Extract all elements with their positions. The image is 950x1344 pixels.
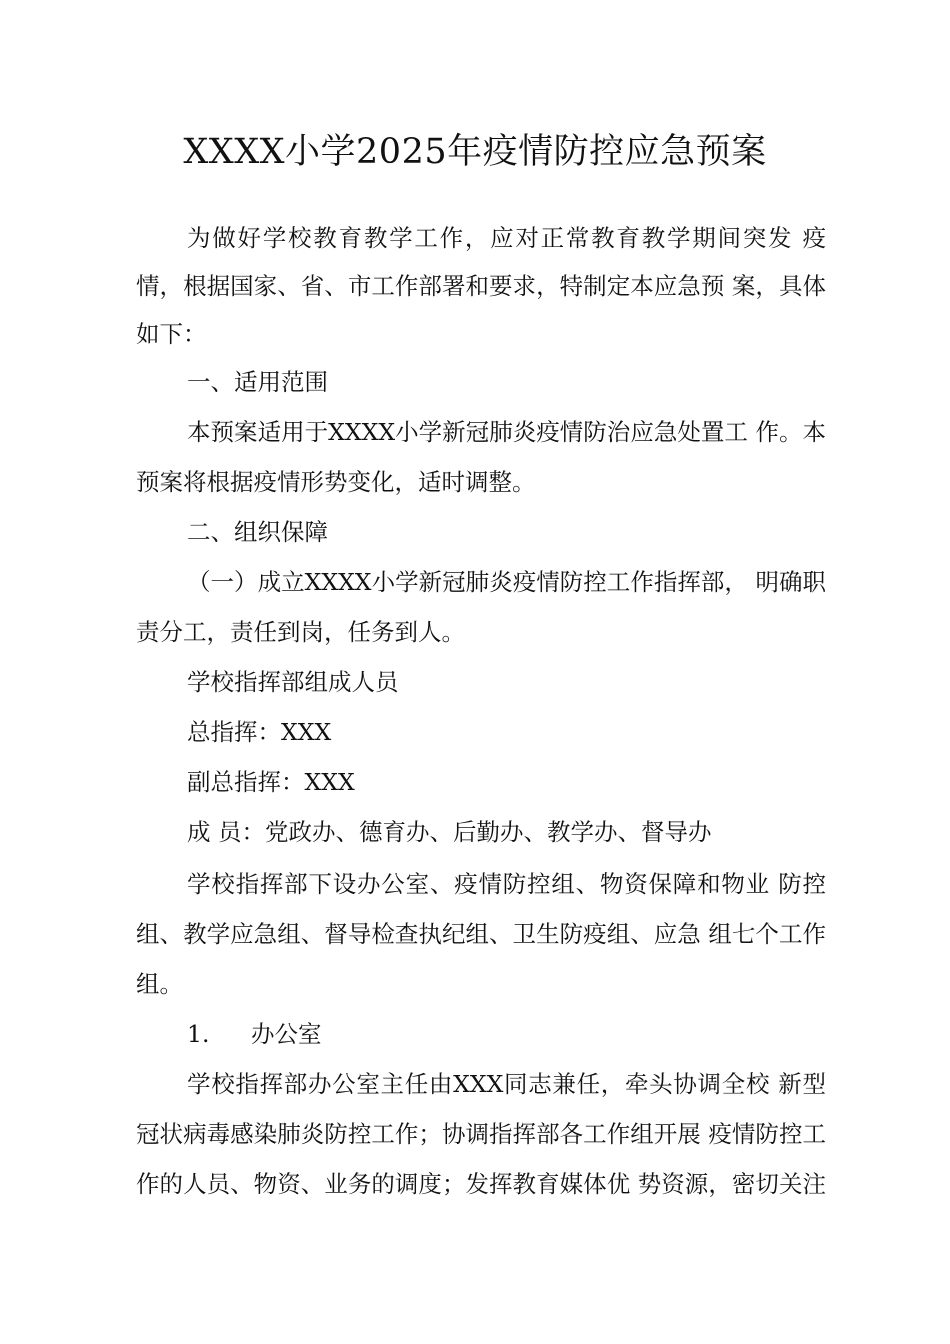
- paragraph-line: 责分工，责任到岗，任务到人。: [136, 618, 465, 646]
- paragraph-line: 学校指挥部组成人员: [187, 668, 399, 696]
- section-heading: 一、适用范围: [187, 368, 328, 396]
- numbered-heading: [187, 1010, 322, 1058]
- item-label: 办公室: [251, 1020, 322, 1048]
- paragraph-line: 冠状病毒感染肺炎防控工作；协调指挥部各工作组开展 疫情防控工: [136, 1120, 826, 1148]
- paragraph-line: 作的人员、物资、业务的调度；发挥教育媒体优 势资源，密切关注: [136, 1170, 826, 1198]
- paragraph-line: 预案将根据疫情形势变化，适时调整。: [136, 468, 536, 496]
- section-heading: 二、组织保障: [187, 518, 328, 546]
- paragraph-line: 为做好学校教育教学工作，应对正常教育教学期间突发 疫: [187, 224, 826, 252]
- document-title: XXXX小学2025年疫情防控应急预案: [183, 132, 767, 172]
- paragraph-line: 组。: [136, 970, 183, 998]
- paragraph-line: 如下：: [136, 320, 207, 348]
- paragraph-line: 学校指挥部下设办公室、疫情防控组、物资保障和物业 防控: [187, 870, 826, 898]
- paragraph-line: 组、教学应急组、督导检查执纪组、卫生防疫组、应急 组七个工作: [136, 920, 826, 948]
- item-number: 1.: [187, 1020, 210, 1048]
- paragraph-line: 学校指挥部办公室主任由XXX同志兼任，牵头协调全校 新型: [187, 1070, 826, 1098]
- paragraph-line: 成 员：党政办、德育办、后勤办、教学办、督导办: [187, 818, 712, 846]
- paragraph-line: 情，根据国家、省、市工作部署和要求，特制定本应急预 案，具体: [136, 272, 826, 300]
- paragraph-line: （一）成立XXXX小学新冠肺炎疫情防控工作指挥部， 明确职: [187, 568, 826, 596]
- paragraph-line: 副总指挥：XXX: [187, 768, 355, 796]
- paragraph-line: 本预案适用于XXXX小学新冠肺炎疫情防治应急处置工 作。本: [187, 418, 826, 446]
- paragraph-line: 总指挥：XXX: [187, 718, 332, 746]
